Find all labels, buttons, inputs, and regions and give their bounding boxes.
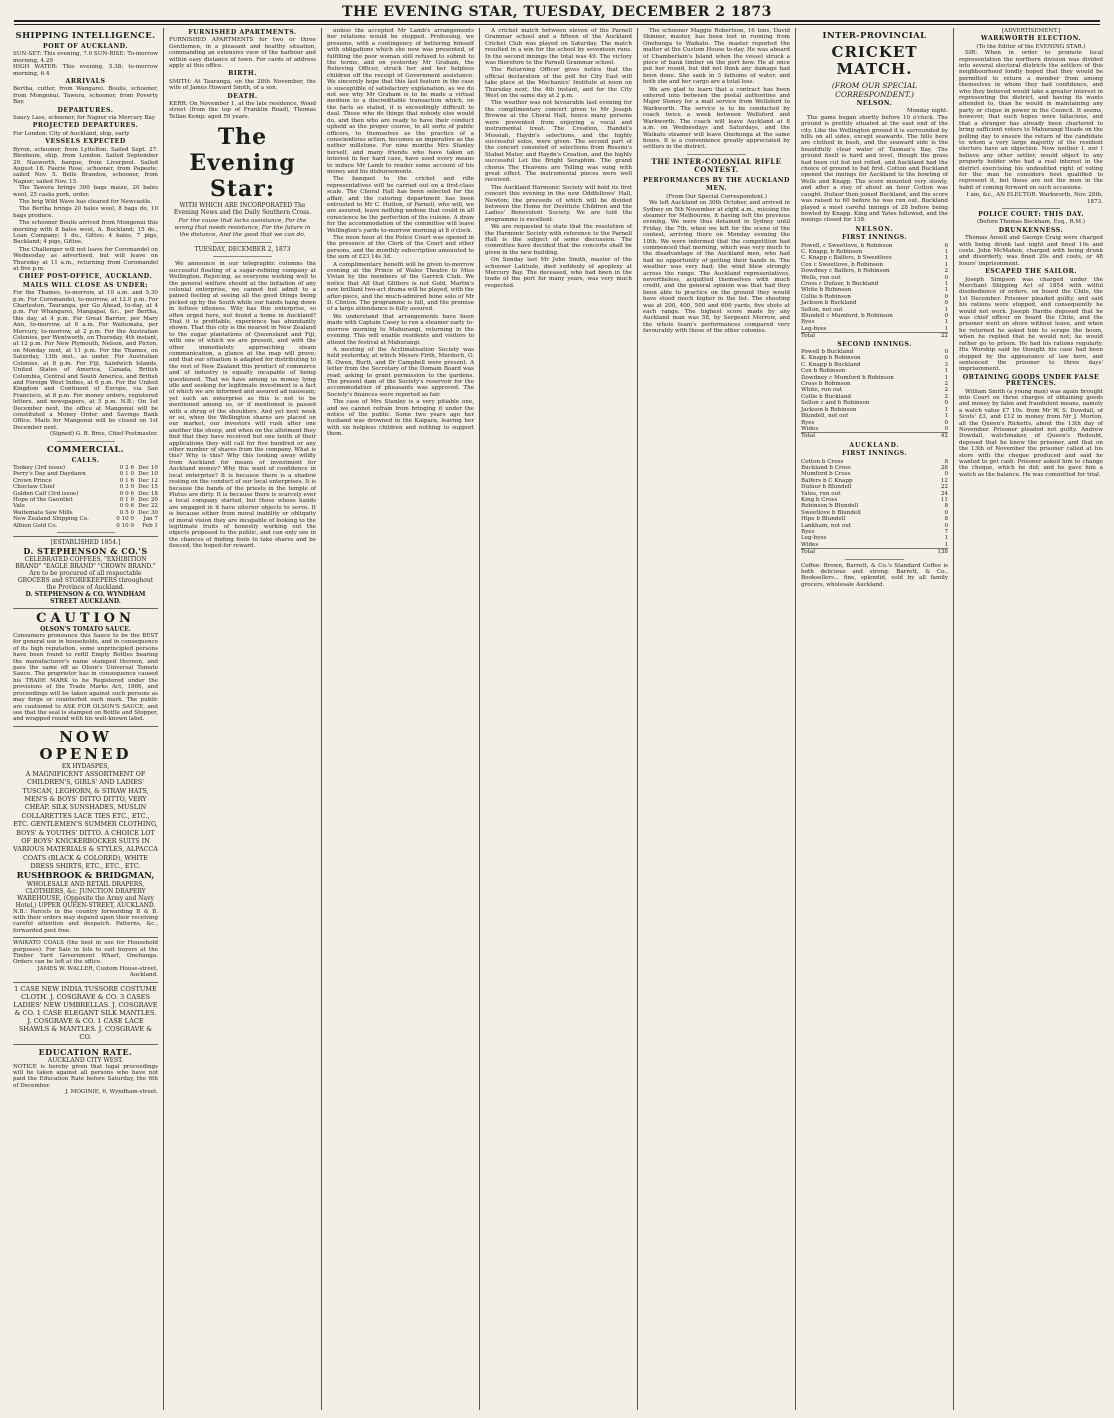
call-company: New Zealand Shipping Co. <box>13 516 89 523</box>
masthead-rule-thin <box>14 24 1100 25</box>
article-text: We understand that arrangements have been made with Captain Casey to run a steamer early to-morrow morning to Mahurangi, returning in the evening. This will enable residents and visitors to attend the festival at Mahurangi. <box>327 313 474 346</box>
runs-value: 2 <box>944 387 948 394</box>
cricket-day: Monday night. <box>906 108 948 115</box>
runs-value: 0 <box>944 522 948 529</box>
death-text: KERR: On November 1, at the late residence, Wood street (from the top of Franklin Road), Thomas Tellan Kemp; aged 59 years. <box>169 101 316 120</box>
furnished-text: FURNISHED APARTMENTS for two or three Gentlemen, in a pleasant and healthy situation, commanding an extensive view of the harbour and within easy distance of town. For cards of address apply at this office. <box>169 37 316 70</box>
arrivals-text: Bertha, cutter, from Wangarei. Boulis, schooner, from Mongonui. Tawera, schooner, from Poverty Bay. <box>13 86 158 106</box>
election-signature: I am, &c., AN ELECTOR. Warkworth, Nov. 28th, 1873. <box>966 192 1103 205</box>
nameplate-title: The Evening Star: <box>189 124 296 203</box>
runs-value: 8 <box>944 516 948 523</box>
chief-post-office-heading: CHIEF POST-OFFICE, AUCKLAND. <box>18 273 153 281</box>
runs-value: 6 <box>944 242 948 249</box>
motto: For the cause that lacks assistance, For the wrong that needs resistance, For the future in the distance, And the good that we can do. <box>174 218 311 239</box>
runs-value: 3 <box>944 361 948 368</box>
batsman-entry: Balfers b C Knapp <box>801 477 853 484</box>
rifle-correspondent: (From Our Special Correspondent.) <box>666 193 767 200</box>
total-row: Total 42 <box>801 433 948 440</box>
column-2 <box>164 28 321 1410</box>
runs-value: 1 <box>944 261 948 268</box>
high-water: HIGH WATER: This evening, 5.38; to-morrow morning, 6.4 <box>13 64 158 77</box>
batsman-entry: Collie b Buckland <box>801 393 852 400</box>
article-text: A cricket match between eleven of the Parnell Grammar school and a fifteen of the Auckland Cricket Club was played on Saturday. The match resulted in a win for the school by seventeen runs. In the second innings the total was 49. The victory was therefore to the Parnell Grammar school. <box>485 28 632 67</box>
nelson-second-innings-table <box>801 349 948 440</box>
call-date: Dec 30 <box>138 509 158 516</box>
runs-value: 0 <box>944 471 948 478</box>
projected-heading: PROJECTED DEPARTURES. <box>32 122 139 130</box>
auckland-heading: AUCKLAND. <box>849 441 900 449</box>
news-item: The brig Wild Wave has cleared for Newcastle. <box>19 198 153 205</box>
article-text: A complimentary benefit will be given to-morrow evening at the Prince of Wales Theatre to Miss Vivian by the members of the Garrick Club. We notice that All that Glitters is not Gold, Martin's new brilliant two-act drama will be played, with the after-piece, and the much-admired bone solo of Mr D. Clinton. The programme is full, and the promise of a large attendance is fully assured. <box>327 261 474 313</box>
runs-value: 1 <box>944 541 948 548</box>
separator <box>1002 208 1060 209</box>
rushbrook-note: N.B.: Parcels in the country forwarding B & B. with their orders may depend upon their receiving careful attention and despatch. Patterns, &c., forwarded post free. <box>13 908 158 934</box>
runs-value: 2 <box>944 268 948 275</box>
batsman-entry: Wides <box>801 425 819 432</box>
article-text: On Sunday last Mr John Smith, master of the schooner Latitude, died suddenly of apoplexy at Mercury Bay. The deceased, who had been in the trade of the port for many years, was very much respected. <box>485 257 632 289</box>
education-subtitle: AUCKLAND CITY WEST. <box>47 1056 124 1064</box>
runs-value: 0 <box>944 400 948 407</box>
batsman-entry: Leg-byes <box>801 325 827 332</box>
batsman-entry: Powell b Buckland <box>801 349 854 356</box>
auckland-first-innings-table <box>801 459 948 556</box>
dateline: TUESDAY, DECEMBER 2, 1873 <box>194 246 291 254</box>
caution-ad <box>13 608 158 723</box>
call-date: Dec 22 <box>138 503 158 510</box>
batsman-entry: Blundell, not out <box>801 413 849 420</box>
runs-value: 1 <box>944 306 948 313</box>
departures-heading: DEPARTURES. <box>57 106 114 114</box>
batsman-entry: C. Knapp b Buckland <box>801 361 861 368</box>
death-heading: DEATH. <box>227 92 258 100</box>
batsman-entry: Jackson b Buckland <box>801 300 857 307</box>
runs-value: 1 <box>944 280 948 287</box>
call-date: Jan 7 <box>143 516 158 523</box>
now-opened-lines: A MAGNIFICENT ASSORTMENT OF CHILDREN'S, GIRLS' AND LADIES' TUSCAN, LEGHORN, & STRAW HATS, MEN'S & BOYS' DITTO DITTO, VERY CHEAP. SILK SUNSHADES, MUSLIN COLLARETTES LACE TIES ETC., ETC., ETC. GENTLEMEN'S SUMMER CLOTHING, BOYS' & YOUTHS' DITTO. A CHOICE LOT OF BOYS' KNICKERBOCKER SUITS IN VARIOUS MATERIALS & STYLES, ALPACCA COATS (BLACK & COLORED), WHITE DRESS SHIRTS, ETC., ETC., ETC. <box>13 769 158 871</box>
runs-value: 0 <box>944 349 948 356</box>
batsman-entry: White, run out <box>801 387 843 394</box>
port-heading: PORT OF AUCKLAND. <box>43 43 128 50</box>
total-row: Total 22 <box>801 333 948 340</box>
stephenson-title: D. STEPHENSON & CO.'S <box>23 546 148 557</box>
batsman-entry: Yates, run out <box>801 490 841 497</box>
runs-value: 1 <box>944 255 948 262</box>
total-row: Total 138 <box>801 549 948 556</box>
column-3 <box>322 28 479 1410</box>
batsman-entry: Sweetlove b Blundell <box>801 509 861 516</box>
advertisement-label: [ADVERTISEMENT.] <box>1001 28 1061 34</box>
editorial-text: We announce in our telegraphic columns the successful floating of a sugar-refining company at Wellington. Rejoicing, as everyone wishing well to the general welfare should at the initiation of any colonial enterprise, we cannot but admit to a pained feeling at seeing all the good things being picked up by the South while our hands hang down in listless idleness. Why has this enterprise, so often urged here, not found a home in Auckland? That it is profitable, experience has abundantly shown. That this city is the nearest in New Zealand to the sugar plantations of Queensland and Fiji, with one of which we are present, and with the other immediately approaching steam communication, a glance at the map will prove; and that our situation is adapted for distributing to the rest of New Zealand this product of commerce and of industry is equally incapable of being questioned. That we have among us money lying idle and seeking for legitimate investment is a fact of which we are informed and assured ad nauseam; yet such an enterprise as this is not to be mentioned among us, or if mentioned is passed with a shrug of the shoulders. And yet next week or so, when the Wellington shares are placed on our market, our investors will rush after one another like sheep, and when on the allotment they find that they have received but one tenth of their applications they will call for five hundred or any other number of shares from the company. What is this? Why is this? Why this looking away wildly from Auckland for means of investment for Auckland money? Why this want of confidence in local enterprise? It is because there is a shadow resting on the conduct of our local enterprises. It is because the hands of the priests in the temple of Plutus are dirty. It is because there is scarcely ever a local company started, but those whose hands are engaged in it have ulterior objects to serve. It is because either from moral inability or obliquity of moral vision they are incapable of looking to the legitimate fruits of honestly working out the objects proposed to the public, and can only see in the chances of finding fools to take shares and be fleeced, the hoped-for reward. <box>169 261 316 550</box>
column-1 <box>8 28 163 1410</box>
furnished-heading: FURNISHED APARTMENTS. <box>188 29 297 36</box>
runs-value: 8 <box>944 458 948 465</box>
batsman-entry: Dufaur b Blundell <box>801 484 852 491</box>
call-amount: 0 5 0 <box>119 509 134 516</box>
runs-value: 24 <box>940 490 948 497</box>
call-amount: 0 1 0 <box>119 497 134 503</box>
expected-text: Byron, schooner, from Lyttelton. Sailed Sept. 27. Blenheim, ship, from London. Sailed September 20. Nasworth, barque, from Liverpool. Sailed August 18. Faerie Rose, schooner, from Papeete; sailed Nov. 5. Belle Brandon, schooner, from Napier; sailed Nov. 15. <box>13 146 158 185</box>
separator <box>213 256 272 257</box>
election-letter: SIR: When in order to promote local representation the northern division was divided into several electoral districts the settlers of this neighbourhood fondly hoped that they would be permitted to return a member from among themselves in whom they had confidence, and who they believed would take a greater interest in representing the district, and having its wants attended to, than he would in maintaining any party or clique in power in the Council. It seems, however, that such hopes were fallacious, and that a stranger has already been chartered to bring sufficient voters to Mahurangi Heads on the polling day to ensure the return of the candidate to whom a very large majority of the resident electors have an objection. Now neither I, nor I believe any other settler, would object to any property holder who had a real interest in the district exercising his undoubted right of voting for the man he considers best qualified to represent it, but those are not the men in the habit of coming forward on such occasions. <box>959 50 1103 191</box>
separator <box>845 559 904 560</box>
runs-value: 0 <box>944 313 948 319</box>
shipping-heading: SHIPPING INTELLIGENCE. <box>15 31 156 41</box>
stephenson-ad <box>13 536 158 605</box>
runs-value: 1 <box>944 413 948 420</box>
caution-subtitle: OLSON'S TOMATO SAUCE. <box>40 626 131 634</box>
cricket-report: The game began shortly before 10 o'clock. The ground is prettily situated at the east end of the city. Like the Wellington ground it is surrounded by hills on all sides, except seawards. The hills here are clothed in bush, and the seaward side is the beautifully clear water of Tasman's Bay. The ground itself is hard and level, though the grass had been cut but not rolled, and Auckland had the choice of ground to bat first. Cotton and Buckland opened the innings for Auckland to the bowling of Wells and Knapp. The score mounted very slowly, and after a stay of about an hour Cotton was caught. Dufaur then joined Buckland, and the score was raised to 60 before he was run out. Buckland played a most careful innings of 28 before being bowled by Knapp. King and Yates followed, and the innings closed for 138. <box>801 114 948 224</box>
false-pretences-text: William Smith (a young man) was again brought into Court on three charges of obtaining goods and money by false and fraudulent means, namely a watch value £7 10s. from Mr W. S. Dowdall, of Scots' £3, and £12 in money from Mr J. Morton, all the Queen's Ricketts, about the 13th day of November. Prisoner pleaded not guilty. Andrew Dowdall, watchmaker, of Queen's Redoubt, deposed that he knew the prisoner, and that on the 13th of November the prisoner called at his store with the cheque produced and said he wanted to get cash. Prisoner asked him to change the cheque, which he did; and he gave him a watch as the balance. He was committed for trial. <box>959 388 1103 478</box>
separator <box>57 441 115 442</box>
batsman-entry: Powell, c Sweetlove, b Robinson <box>801 242 893 249</box>
call-amount: 0 10 0 <box>116 522 134 529</box>
runs-value: 28 <box>940 464 948 471</box>
established-label: [ESTABLISHED 1854.] <box>50 539 121 547</box>
coal-signature: JAMES W. WALLER, Custom House-street, Auckland. <box>37 965 158 979</box>
score-row <box>801 326 948 333</box>
police-court-heading: POLICE COURT: THIS DAY. <box>978 210 1084 218</box>
call-company: Tookey (3rd issue) <box>13 464 66 471</box>
masthead: THE EVENING STAR, TUESDAY, DECEMBER 2 1873 <box>342 4 772 20</box>
birth-text: SMITH: At Tauranga, on the 28th November, the wife of James Howard Smith, of a son. <box>169 78 316 92</box>
masthead-rule <box>14 20 1100 22</box>
call-company: Hope of the Gauntlet <box>13 497 73 503</box>
call-date: Dec 10 <box>138 464 158 471</box>
drunkenness-text: Thomas Ansell and George Craig were charged with being drunk last night and fined 10s and costs. John McMahon, charged with being drunk and disorderly, was fined 20s and costs, or 48 hours' imprisonment. <box>959 235 1103 267</box>
article-text: The banquet to the cricket and rifle representatives will be carried out on a first-class scale. The Choral Hall has been selected for the affair, and the catering department has been entrusted to Mr C. Hutton, of Parnell, who will, we are assured, leave nothing undone that could in all conscience be the perfection of the cuisine. A draw for the accommodation of the committee will leave Wellington's yards to-morrow morning at 8 o'clock. <box>327 176 474 234</box>
call-company: Choctaw Chief <box>13 484 55 491</box>
batsman-entry: Cross c Dufaur, b Buckland <box>801 280 879 287</box>
cosgrave-ad <box>13 982 158 1041</box>
runs-value: 1 <box>944 374 948 381</box>
nelson-heading: NELSON. <box>855 225 894 233</box>
nameplate-subtitle: WITH WHICH ARE INCORPORATED The Evening News and the Daily Southern Cross. <box>173 202 312 217</box>
call-amount: 0 1 6 <box>119 477 134 484</box>
batsman-entry: Cotton b Cross <box>801 458 844 465</box>
batsman-entry: C. Knapp c Balfers, b Sweetlove <box>801 255 892 262</box>
waikato-coal-ad <box>13 937 158 978</box>
runs-value: 0 <box>944 355 948 362</box>
score-row <box>801 542 948 549</box>
education-rate-ad <box>13 1044 158 1096</box>
batsman-entry: Leg-byes <box>801 535 827 542</box>
stephenson-lines: CELEBRATED COFFEES, "EXHIBITION BRAND" "EAGLE BRAND" "CROWN BRAND." Are to be procured of all respectable GROCERS and STOREKEEPERS throughout the Province of Auckland. <box>15 556 156 592</box>
drunkenness-heading: DRUNKENNESS. <box>998 226 1064 234</box>
nelson-first-innings-heading: FIRST INNINGS. <box>841 234 908 242</box>
runs-value: 1 <box>944 248 948 255</box>
now-opened-title: NOW OPENED <box>39 727 132 763</box>
article-text: unless the accepted Mr Lamb's arrangements her relations would be stopped. Professing, we presume, with a contingency of bettering himself with obligations which she now was presented, of fulfilling the poor woman still refused to submit to the terms, and on yesterday Mr Graham, the Relieving Officer, struck her and her helpless children off the receipt of Government assistance. We sincerely hope that this last feature in the case is susceptible of satisfactory explanation, as we do not see why Mr Graham is to be made a virtual medium to a discreditable transaction which, on the facts as stated, it is exceedingly difficult to deal. Those who do things that nobody else would do, and then who are ready to have their conduct upheld as the proper course, to all sorts of public officers, to themselves as the practice of a conscientious action, becomes an imperative as the nether millstone. For nine months Mrs Stanley herself, and many friends who have taken an interest in her hard case, have used every means to induce Mr Lamb to render some account of his money and his disbursements. <box>327 28 474 175</box>
batsman-entry: Jackson b Robinson <box>801 406 857 413</box>
runs-value: 22 <box>940 484 948 491</box>
batsman-entry: Lankham, not out <box>801 522 852 529</box>
column-7 <box>954 28 1108 1410</box>
batsman-entry: White b Robinson <box>801 287 852 294</box>
runs-value: 1 <box>944 535 948 542</box>
article-text: The Auckland Harmonic Society will hold its first concert this evening in the new Oddfellows' Hall, Newton; the proceeds of which will be divided between the Home for Destitute Children and the Ladies' Benevolent Society. We are told the programme is excellent. <box>485 184 632 223</box>
call-amount: 0 2 6 <box>119 464 134 471</box>
calls-heading: CALLS. <box>71 456 100 464</box>
runs-value: 0 <box>944 425 948 432</box>
runs-value: 1 <box>944 368 948 375</box>
call-company: Albion Gold Co. <box>13 522 58 529</box>
expected-heading: VESSELS EXPECTED <box>45 138 126 146</box>
news-item: The schooner Boulis arrived from Mongonui this morning with 8 bales wool, A. Buckland; 15 do., Loan Company; 1 do., Gittos; 4 bales, 7 pigs, Buckland; 4 pigs, Gittos. <box>13 220 158 246</box>
call-date: Dec 15 <box>138 484 158 491</box>
runs-value: 0 <box>944 419 948 426</box>
batsman-entry: Mumford b Cross <box>801 471 851 478</box>
election-heading: WARKWORTH ELECTION. <box>980 35 1082 43</box>
batsman-entry: K. Knapp b Robinson <box>801 355 861 362</box>
article-text: We are requested to state that the resolution of the Harmonic Society with reference to the Parnell Hall is the subject of some discussion. The committee have decided that the concerts shall be given in the new building. <box>485 224 632 256</box>
projected-text: For London: City of Auckland, ship, early <box>13 130 130 137</box>
birth-heading: BIRTH. <box>228 70 257 78</box>
now-opened-ad <box>13 726 158 935</box>
nelson-first-innings-table <box>801 243 948 340</box>
runs-value: 0 <box>944 509 948 516</box>
batsman-entry: Wides <box>801 541 819 548</box>
runs-value: 8 <box>944 503 948 510</box>
runs-value: 1 <box>944 287 948 294</box>
commercial-heading: COMMERCIAL. <box>46 444 125 455</box>
batsman-entry: Cox b Robinson <box>801 368 846 375</box>
runs-value: 2 <box>944 393 948 400</box>
article-text: The case of Mrs Stanley is a very pitiable one, and we cannot refrain from bringing it under the notice of the public. Some two years ago her husband was drowned in the Kaipara, leaving her with six helpless children and nothing to support them. <box>327 399 474 438</box>
batsman-entry: Sellon, not out <box>801 306 843 313</box>
batsman-entry: Byes <box>801 319 815 326</box>
column-5 <box>638 28 795 1410</box>
call-date: Feb 1 <box>142 522 158 529</box>
batsman-entry: Cross b Robinson <box>801 381 851 388</box>
article-text: We are glad to learn that a contract has been entered into between the postal authorities and Major Stoney for a mail service from Wellsford to Warkworth. The service is to be conducted by coach twice a week between Wellsford and Warkworth. The coach will leave Auckland at 8 a.m. on Wednesdays and Saturdays, and the Waikato steamer will leave Onehunga at the same hours. It is a convenience greatly appreciated by settlers in the district. <box>643 86 790 151</box>
cricket-correspondent: (FROM OUR SPECIAL CORRESPONDENT.) <box>831 81 918 99</box>
batsman-entry: Cox c Sweetlove, b Robinson <box>801 261 883 268</box>
news-item: The Challenger will not leave for Coromandel on Wednesday as advertised, but will leave on Thursday at 11 a.m., returning from Coromandel at five p.m. <box>13 246 158 272</box>
batsman-entry: Wells, run out <box>801 274 841 281</box>
sun-times: SUN-SET: This evening, 7.0 SUN-RISE: To-morrow morning, 4.29 <box>13 51 158 64</box>
cosgrave-lines: 1 CASE NEW INDIA TUSSORE COSTUME CLOTH. J. COSGRAVE & CO. 3 CASES LADIES' NEW UMBRELLAS. J. COSGRAVE & CO. 1 CASE ELEGANT SILK MANTLES. J. COSGRAVE & CO. 1 CASE LACE SHAWLS & MANTLES. J. COSGRAVE & CO. <box>13 984 158 1041</box>
news-item: The Bertha brings 20 bales wool, 8 bags do, 10 bags produce. <box>13 206 158 219</box>
departures-text: Saucy Lass, schooner, for Napier via Mercury Bay <box>13 115 156 122</box>
batsman-entry: Buckland b Cross <box>801 464 851 471</box>
false-pretences-heading: OBTAINING GOODS UNDER FALSE PRETENCES. <box>962 373 1100 388</box>
runs-value: 11 <box>940 496 948 503</box>
column-4 <box>480 28 637 1410</box>
call-date: Dec 20 <box>138 497 158 503</box>
nelson-second-innings-heading: SECOND INNINGS. <box>837 340 912 348</box>
article-text: A meeting of the Acclimatisation Society was held yesterday, at which Messrs Firth, Murdoch, O. B. Owen, Burtt, and Dr Campbell were present. A letter from the Secretary of the Domain Board was read, asking to grant permission to the gardens. The present dam of the Society's reservoir for the accommodation of pheasants was approved. The Society's finances were reported as fair. <box>327 346 474 398</box>
column-6 <box>796 28 953 1410</box>
call-company: Waitemata Saw Mills <box>13 509 73 516</box>
caution-body: Consumers pronounce this Sauce to be the BEST for general use in households, and in consequence of its high reputation, some unprincipled persons have been found to refill Empty Bottles bearing the manufacturer's name stamped thereon, and pass the same off as Olson's Universal Tomato Sauce. The proprietor has in consequence caused his TRADE MARK to be Registered under the provisions of the Trade Marks Act, 1866, and proceedings will be taken against such persons as may forge or counterfeit such mark. The public are cautioned to ASK FOR OLSON'S SAUCE, and see that the seal is stamped on Bottle and Stopper, and wrapped round with his well-known label. <box>13 633 158 723</box>
coal-text: WAIKATO COALS (the best in use for Household purposes). For Sale in lots to suit buyers at the Timber Yard Government Wharf, Onehunga. Orders can be left at the office. <box>13 940 158 966</box>
sailor-text: Joseph Simpson was charged under the Merchant Shipping Act of 1854 with wilful disobedience of orders, on board the Chile, the 1st December. Prisoner pleaded guilty, and said his rations were stopped, and consequently he would not work. Joseph Hardie deposed that he was chief officer on board the Chile, and the prisoner went on shore without leave, and when he returned he asked him to scrape the boom, when he replied that he would not; he would rather go to prison. He had his rations regularly. His Worship said he thought his case had been stopped by the appearance of law here, and sentenced the prisoner to three days' imprisonment. <box>959 276 1103 373</box>
stephenson-signature: D. STEPHENSON & CO. WYNDHAM STREET AUCKLAND. <box>25 591 146 606</box>
nameplate <box>169 124 316 257</box>
news-item: The Tawera brings 300 bags maize, 20 bales wool, 25 casks pork, order. <box>13 185 158 198</box>
mails-heading: MAILS WILL CLOSE AS UNDER: <box>22 281 149 289</box>
call-amount: 0 0 6 <box>119 503 134 510</box>
call-amount: 0 1 0 <box>119 471 134 478</box>
calls-row <box>13 523 158 529</box>
mails-text: For the Thames, to-morrow, at 10 a.m. and 5.30 p.m. For Coromandel, to-morrow, at 12.0 p.m. For Charleston, Tauranga, per Go Ahead, to-day, at 4 p.m. For Whangarei, Mangapai, &c., per Bertha, this day, at 4 p.m. For Great Barrier, per Mary Ann, to-morrow, at 6 a.m. For Waitemata, per Mercury, to-morrow, at 2 p.m. For the Australian Colonies, per Wentworth, on Thursday, 4th instant, at 12 p.m. For New Plymouth, Nelson, and Picton, on Monday next, at 11 p.m. For the Thames, on Saturday, 13th inst., as under. For Australian Colonies, at 8 p.m. For Fiji, Sandwich Islands, United States of America, Canada, British Columbia, Central and South America, and British and Foreign West Indies, at 6 p.m. For the United Kingdom and Continent of Europe, via San Francisco, at 8 p.m. For money orders, registered letters, and newspapers, at 5 p.m. N.B.: On 1st December next, the office at Mangonui will be constituted a Money Order and Savings Bank Office. Mails for Mangonui will be closed on 1st December next. <box>13 290 158 431</box>
batsman-entry: Hipe b Blundell <box>801 516 846 523</box>
call-date: Dec 10 <box>138 471 158 478</box>
police-court-magistrate: (Before Thomas Beckham, Esq., R.M.) <box>976 219 1086 226</box>
batsman-entry: Collie b Robinson <box>801 293 851 300</box>
education-title: EDUCATION RATE. <box>38 1046 133 1057</box>
sailor-heading: ESCAPED THE SAILOR. <box>985 268 1077 276</box>
runs-value: 0 <box>944 274 948 281</box>
batsman-entry: Byes <box>801 419 815 426</box>
auckland-first-innings-heading: FIRST INNINGS. <box>841 450 908 458</box>
separator <box>57 532 115 533</box>
rushbrook-lines: WHOLESALE AND RETAIL DRAPERS, CLOTHIERS, &c. JUNCTION DRAPERY WAREHOUSE, (Opposite the Army and Navy Hotel,) UPPER QUEEN-STREET, AUCKLAND. <box>15 880 156 909</box>
batsman-entry: Dowdney c Mumford b Robinson <box>801 374 894 381</box>
rushbrook-title: RUSHBROOK & BRIDGMAN, <box>16 870 155 881</box>
score-row <box>801 426 948 433</box>
article-text: The noon hour at the Police Court was opened in the presence of the Clerk of the Court and other persons, and the monthly subscription amounted to the sum of £23 14s 3d. <box>327 235 474 261</box>
cricket-place: NELSON. <box>856 100 893 107</box>
rifle-heading: THE INTER-COLONIAL RIFLE CONTEST. <box>651 156 782 175</box>
call-date: Dec 18 <box>138 490 158 497</box>
election-addressee: (To the Editor of the EVENING STAR.) <box>976 43 1086 50</box>
call-amount: 0 0 6 <box>119 490 134 497</box>
calls-table <box>13 465 158 529</box>
education-signature: J. MOGINIE, 6, Wyndham-street. <box>65 1089 158 1096</box>
rifle-subheading: PERFORMANCES BY THE AUCKLAND MEN. <box>643 176 790 192</box>
mails-signature: (Signed) G. B. Bree, Chief Postmaster. <box>49 431 158 438</box>
rifle-text: We left Auckland on 30th October, and arrived in Sydney on 5th November at eight a.m., missing the steamer for Melbourne, it having left the previous evening. We were thus detained in Sydney until Friday, the 7th, when we left for the scene of the contest, arriving there on Monday evening the 10th. We were informed that the competition had commenced that morning, which was very much to the disadvantage of the Auckland men, who had had no opportunity of getting their hands in. The weather was very bad; the wind blew strongly across the range. The Auckland representatives, nevertheless, acquitted themselves with much credit, and the general opinion was that had they been able to practice on the ground they would have stood much higher in the list. The shooting was at 200, 400, 500 and 600 yards, five shots at each range. The highest score made by any Auckland man was 58, by Sergeant Morrow, and the whole team's performances compared very favourably with those of the other colonies. <box>643 200 790 335</box>
call-date: Dec 12 <box>138 477 158 484</box>
batsman-entry: Sellon c and b Robinson <box>801 400 870 407</box>
runs-value: 0 <box>944 293 948 300</box>
separator <box>687 154 746 155</box>
caution-title: CAUTION <box>36 611 135 627</box>
call-company: Crown Prince <box>13 477 52 484</box>
batsman-entry: Byes <box>801 529 815 535</box>
article-text: The weather was not favourable last evening for the complimentary concert given to Mr Joseph Browne at the Choral Hall, hence many persons were prevented from enjoying a vocal and instrumental treat. The Creation, Handel's Messiah, Haydn's selections, and the highly successful solos, were given. The second part of the concert consisted of selections from Rossini's Stabat Mater, and Haydn's Creation, and the highly successful Let the Bright Seraphim. The grand chorus The Heavens are Telling was sung with great effect. The instrumental pieces were well received. <box>485 100 632 184</box>
call-amount: 0 10 0 <box>116 516 134 523</box>
arrivals-heading: ARRIVALS <box>65 78 106 86</box>
runs-value: 2 <box>944 381 948 388</box>
call-company: Perry's Day and Daydawn <box>13 471 86 478</box>
batsman-entry: Dowdney c Balfers, b Robinson <box>801 268 890 275</box>
batsman-entry: Robinson b Blundell <box>801 503 859 510</box>
runs-value: 0 <box>944 300 948 307</box>
call-company: Vale <box>13 503 25 510</box>
runs-value: 12 <box>940 477 948 484</box>
education-body: NOTICE is hereby given that legal proceedings will be taken against all persons who have not paid the Education Rate before Saturday, the 6th of December. <box>13 1063 158 1089</box>
call-company: Golden Calf (3rd issue) <box>13 490 79 497</box>
batsman-entry: King b Cross <box>801 496 838 503</box>
coffee-note: Coffee: Brown, Barrett, & Co.'s Standard Coffee is both delicious and strong. Barrett, & Co., Booksellers... fine, splendid, sold by all family grocers, wholesale Auckland. <box>801 562 948 588</box>
runs-value: 1 <box>944 325 948 332</box>
batsman-entry: C. Knapp, b Robinson <box>801 248 863 255</box>
separator <box>213 242 272 243</box>
runs-value: 1 <box>944 319 948 326</box>
now-opened-subtitle: EX HYDASPES, <box>61 762 110 770</box>
cricket-title-1: INTER-PROVINCIAL <box>822 31 927 41</box>
article-text: The Returning Officer gives notice that the official declaration of the poll for City East will take place at the Mechanics' Institute at noon on Thursday next, the 4th instant, and for the City West on the same day at 2 p.m. <box>485 67 632 100</box>
runs-value: 1 <box>944 406 948 413</box>
cricket-title-2: CRICKET MATCH. <box>831 43 918 78</box>
runs-value: 7 <box>944 529 948 535</box>
article-text: The schooner Maggie Robertson, 16 tons, David Skinner, master, has been lost in running from Onehunga to Waikato. The master reported the matter at the Custom House to-day. He was aboard of Chamberlain's Island when the vessel struck a piece of bank timber on the port bow. He at once put her round, but did not think any damage had been done. She sank in 3 fathoms of water, and both she and her cargo are a total loss. <box>643 28 790 86</box>
batsman-entry: Blundell c Mumford, b Robinson <box>801 313 893 319</box>
call-amount: 0 3 0 <box>119 484 134 491</box>
